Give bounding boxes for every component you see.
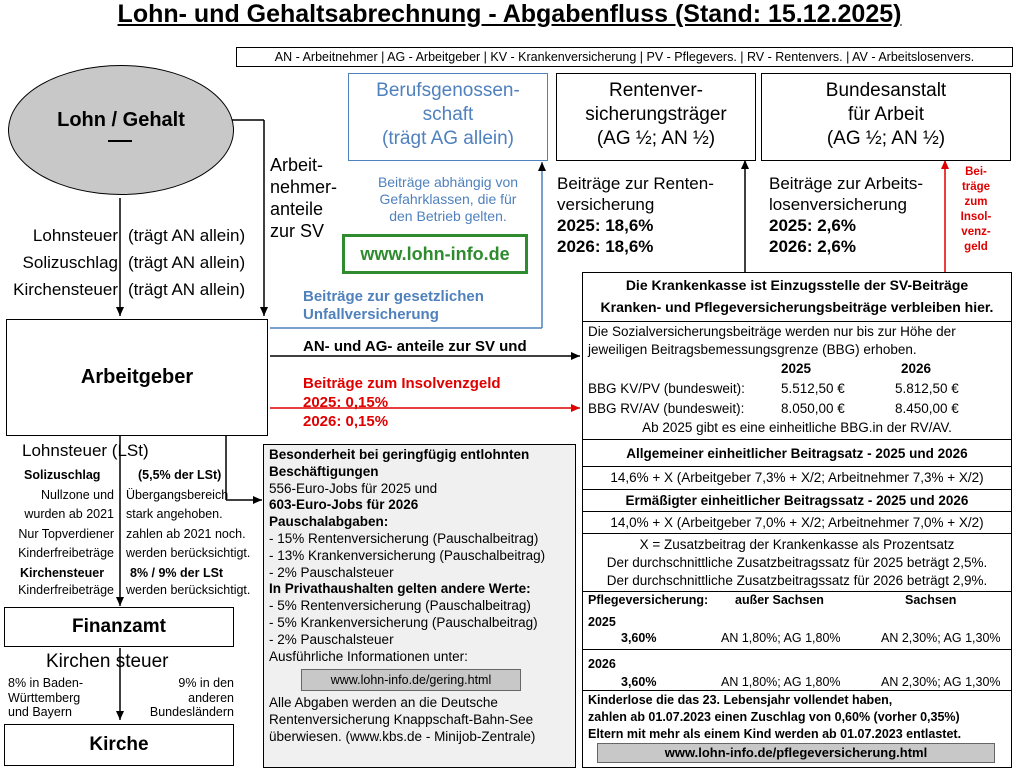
insolvenz-flow-label: Beiträge zum Insolvenzgeld 2025: 0,15% 2026: 0,15%: [303, 375, 501, 430]
steuern-list: [0, 222, 260, 303]
steuer-row: Kirchensteuer (trägt AN allein): [13, 280, 246, 299]
berufsgenossenschaft-box: Berufsgenossen- schaft (trägt AG allein): [348, 73, 548, 161]
gering-link[interactable]: www.lohn-info.de/gering.html: [301, 669, 521, 691]
insolvenzgeld-side-label: Bei- träge zum Insol- venz- geld: [960, 166, 992, 253]
finanzamt-box: [4, 607, 234, 647]
kirchensteuer-title: Kirchen steuer: [46, 651, 169, 672]
arbeitgeber-box: [6, 319, 268, 436]
page-title: Lohn- und Gehaltsabrechnung - Abgabenfluss (Stand: 15.12.2025): [117, 0, 902, 28]
pflegeversicherung-link[interactable]: www.lohn-info.de/pflegeversicherung.html: [597, 743, 995, 763]
steuer-row: Lohnsteuer (trägt AN allein): [32, 226, 246, 245]
finanzamt-label: Finanzamt: [72, 616, 166, 637]
sv-flow-label: AN- und AG- anteile zur SV und: [303, 338, 527, 355]
abbreviation-legend: AN - Arbeitnehmer | AG - Arbeitgeber | KV - Krankenversicherung | PV - Pflegevers. | RV - Rentenvers. | AV - Arbeitslosenvers.: [236, 47, 1013, 67]
rv-desc: Beiträge zur Renten- versicherung 2025: 18,6% 2026: 18,6%: [557, 174, 714, 256]
lohn-dash: [108, 140, 132, 142]
ba-desc: Beiträge zur Arbeits- losenversicherung 2025: 2,6% 2026: 2,6%: [769, 174, 924, 256]
arbeitgeber-label: Arbeitgeber: [80, 366, 194, 388]
kirchensteuer-right: 9% in den anderen Bundesländern: [149, 676, 234, 719]
lohnsteuer-title: Lohnsteuer (LSt): [22, 441, 149, 460]
lohnsteuer-details: Solizuschlag (5,5% der LSt) Nullzone und Übergangsbereich wurden ab 2021 stark angehoben. Nur Topverdiener zahlen ab 2021 noch. Kinderfreibeträge werden berücksichtigt. Kirchensteuer 8% / 9% der LSt Kinderfreibeträge werden berücksichtigt.: [18, 468, 251, 597]
arbeitnehmeranteile-label: Arbeit- nehmer- anteile zur SV: [270, 155, 338, 241]
minijob-box: Besonderheit bei geringfügig entlohnten Beschäftigungen 556-Euro-Jobs für 2025 und 603-Euro-Jobs für 2026 Pauschalabgaben: - 15% Rentenversicherung (Pauschalbeitrag) - 13% Krankenversicherung (Pauschalbeitrag) - 2% Pauschalsteuer In Privathaushalten gelten andere Werte: - 5% Rentenversicherung (Pauschalbeitrag) - 5% Krankenversicherung (Pauschalbeitrag) - 2% Pauschalsteuer Ausführliche Informationen unter: www.lohn-info.de/gering.html Alle Abgaben werden an die Deutsche Rentenversicherung Knappschaft-Bahn-See überwiesen. (www.kbs.de - Minijob-Zentrale): [263, 444, 576, 768]
kirche-label: Kirche: [89, 734, 149, 755]
kirchensteuer-left: 8% in Baden- Württemberg und Bayern: [8, 676, 84, 719]
lohn-gehalt-label: Lohn / Gehalt: [57, 109, 185, 131]
bg-flow-label: Beiträge zur gesetzlichen Unfallversicherung: [303, 288, 484, 323]
steuer-row: Solizuschlag (trägt AN allein): [22, 253, 246, 272]
bundesanstalt-box: Bundesanstalt für Arbeit (AG ½; AN ½): [761, 73, 1011, 161]
kirche-box: [4, 724, 234, 766]
website-badge[interactable]: www.lohn-info.de: [342, 234, 528, 274]
lohn-gehalt-ellipse: [8, 65, 234, 195]
bg-note: Beiträge abhängig von Gefahrklassen, die für den Betrieb gelten.: [377, 174, 519, 224]
rentenversicherung-box: Rentenver- sicherungsträger (AG ½; AN ½): [556, 73, 756, 161]
krankenkasse-box: Die Krankenkasse ist Einzugsstelle der SV-Beiträge Kranken- und Pflegeversicherungsbeiträge verbleiben hier. Die Sozialversicherungsbeiträge werden nur bis zur Höhe der jeweiligen Beitragsbemessungsgrenze (BBG) erhoben. 2025 2026 BBG KV/PV (bundesweit): 5.512,50 € 5.812,50 € BBG RV/AV (bundesweit): 8.050,00 € 8.450,00 € Ab 2025 gibt es eine einheitliche BBG.in der RV/AV. Allgemeiner einheitlicher Beitragsatz - 2025 und 2026 14,6% + X (Arbeitgeber 7,3% + X/2; Arbeitnehmer 7,3% + X/2) Ermäßigter einheitlicher Beitragssatz - 2025 und 2026 14,0% + X (Arbeitgeber 7,0% + X/2; Arbeitnehmer 7,0% + X/2) X = Zusatzbeitrag der Krankenkasse als Prozentsatz Der durchschnittliche Zusatzbeitragssatz für 2025 beträgt 2,5%. Der durchschnittliche Zusatzbeitragssatz für 2026 beträgt 2,9%. Pflegeversicherung: außer Sachsen Sachsen 2025 3,60% AN 1,80%; AG 1,80% AN 2,30%; AG 1,30% 2026 3,60% AN 1,80%; AG 1,80% AN 2,30%; AG 1,30% Kinderlose die das 23. Lebensjahr vollendet haben, zahlen ab 01.07.2023 einen Zuschlag von 0,60% (vorher 0,35%) Eltern mit mehr als einem Kind werden ab 01.07.2023 entlastet. www.lohn-info.de/pflegeversicherung.html: [582, 272, 1012, 768]
